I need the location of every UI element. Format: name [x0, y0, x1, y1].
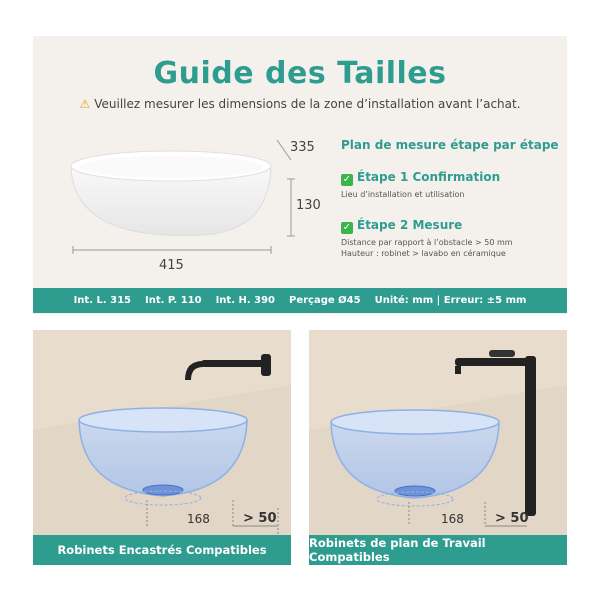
warning-icon: ⚠ [79, 97, 91, 111]
spec-bar [33, 288, 567, 313]
step-1 [341, 170, 561, 200]
spec-percage: Perçage Ø45 [289, 295, 361, 306]
step-2-title: Étape 2 Mesure [357, 218, 463, 232]
card-countertop-faucet [309, 330, 567, 565]
size-guide-panel [33, 36, 567, 314]
step-1-desc: Lieu d’installation et utilisation [341, 190, 465, 199]
card-left-dim-a: 168 [187, 512, 210, 526]
spec-int-h: Int. H. 390 [215, 295, 276, 306]
card-right-label: Robinets de plan de Travail Compatibles [309, 535, 567, 565]
card-left-dim-b: > 50 [243, 511, 277, 526]
step-2-desc-1: Distance par rapport à l’obstacle > 50 mm [341, 238, 513, 247]
step-2-desc-2: Hauteur : robinet > lavabo en céramique [341, 249, 506, 258]
step-1-title: Étape 1 Confirmation [357, 170, 501, 184]
spec-unite: Unité: mm | Erreur: ±5 mm [374, 295, 527, 306]
spec-int-l: Int. L. 315 [73, 295, 132, 306]
wall-faucet-illustration [33, 330, 291, 565]
measurement-plan [341, 138, 561, 259]
check-icon: ✓ [342, 222, 352, 233]
plan-title: Plan de mesure étape par étape [341, 138, 559, 152]
spec-int-p: Int. P. 110 [145, 295, 202, 306]
warning-text: Veuillez mesurer les dimensions de la zone d’installation avant l’achat. [94, 97, 521, 111]
page-title: Guide des Tailles [153, 56, 447, 91]
step-2 [341, 218, 561, 259]
countertop-faucet-illustration [309, 330, 567, 565]
width-dimension: 415 [159, 258, 184, 273]
card-right-dim-b: > 50 [495, 511, 529, 526]
depth-dimension: 335 [290, 140, 315, 155]
warning-line [33, 97, 567, 111]
card-wall-faucet [33, 330, 291, 565]
check-icon: ✓ [342, 174, 352, 185]
height-dimension: 130 [296, 198, 321, 213]
card-left-label: Robinets Encastrés Compatibles [33, 535, 291, 565]
bowl-diagram [33, 126, 333, 286]
card-right-dim-a: 168 [441, 512, 464, 526]
